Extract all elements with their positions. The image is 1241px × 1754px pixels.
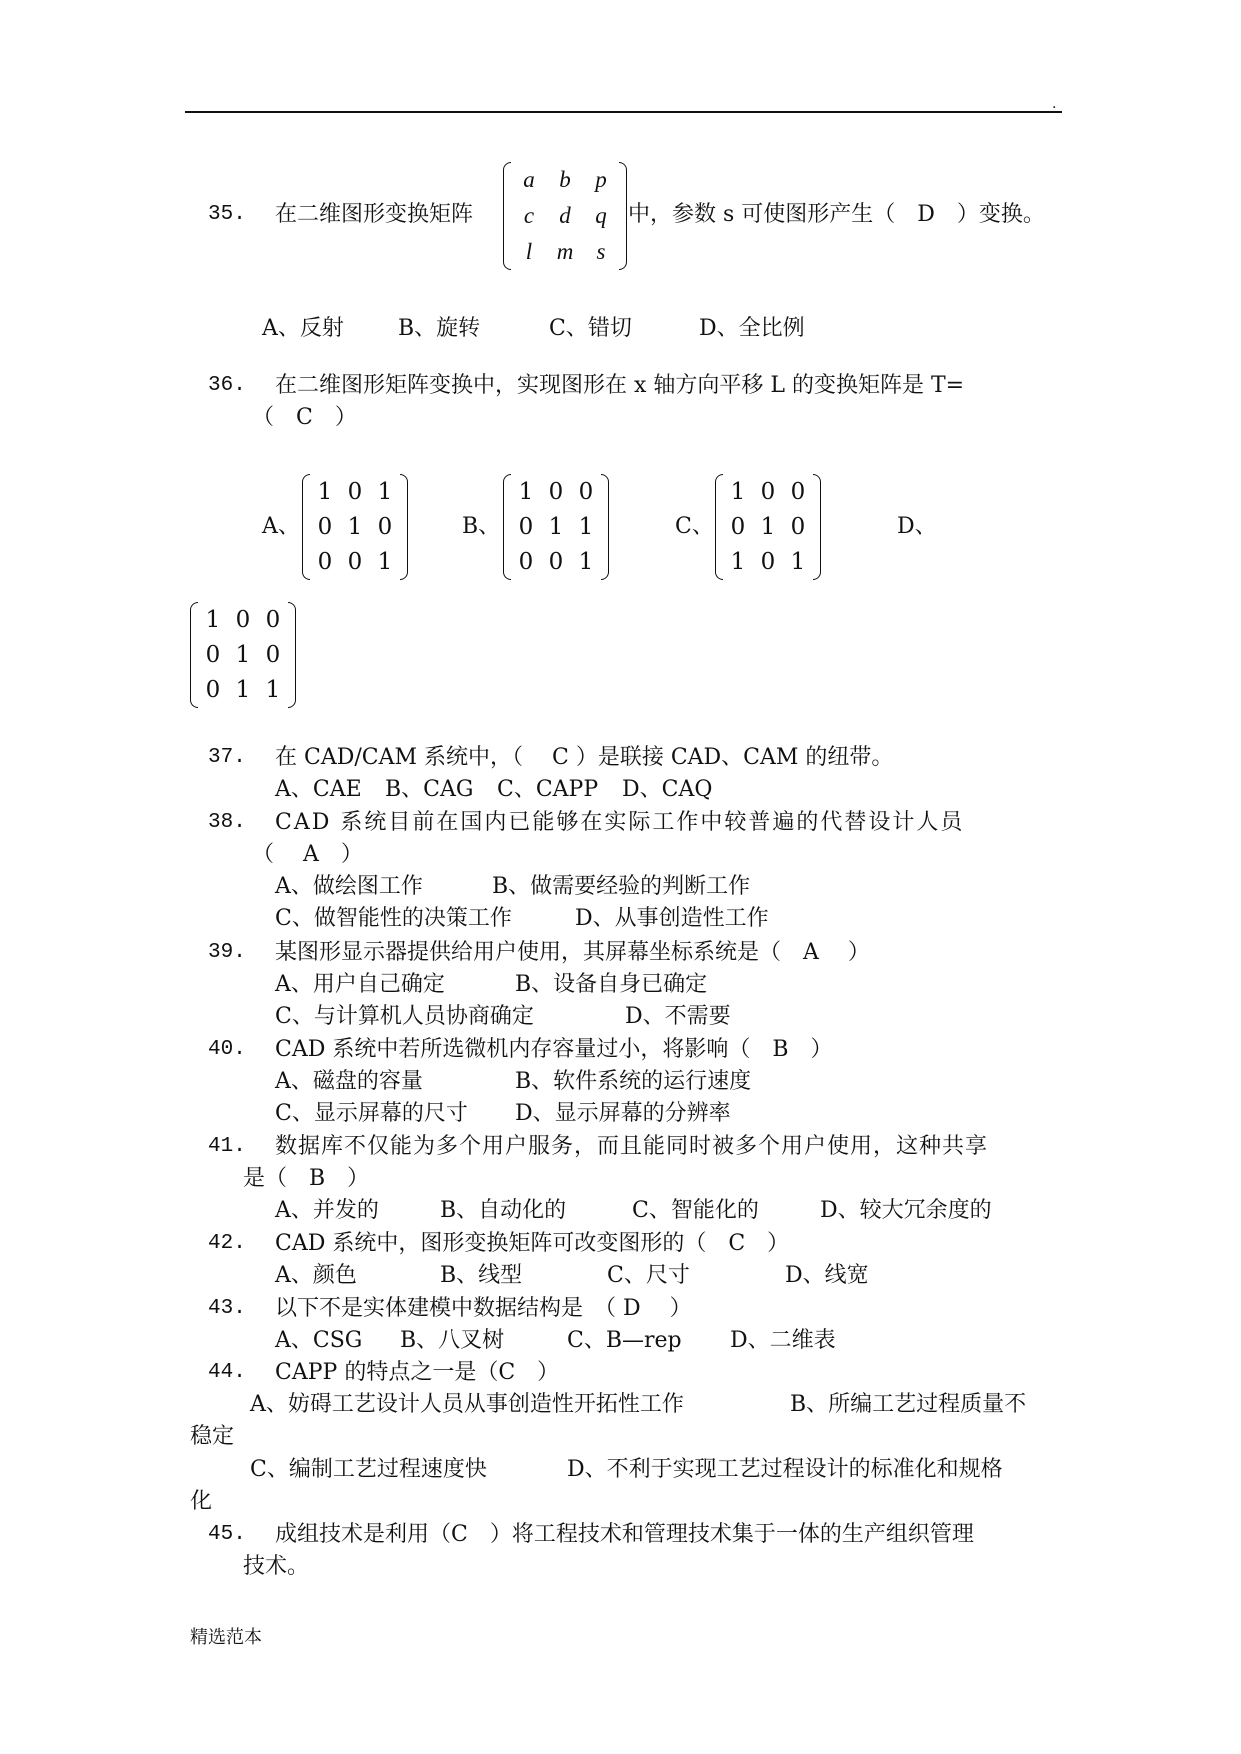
header-rule [185, 111, 1062, 113]
q45-text: 成组技术是利用（C ）将工程技术和管理技术集于一体的生产组织管理 [275, 1522, 974, 1547]
matrix-cell: 0 [578, 478, 594, 505]
q39-text: 某图形显示器提供给用户使用，其屏幕坐标系统是（ A ） [275, 940, 870, 965]
q43-option-a: A、CSG [275, 1328, 363, 1353]
matrix-cell: b [559, 167, 571, 192]
footer-label: 精选范本 [190, 1627, 262, 1648]
q39-option-c: C、与计算机人员协商确定 [275, 1004, 534, 1029]
q38-option-c: C、做智能性的决策工作 [275, 906, 512, 931]
q42-number: 42. [208, 1232, 246, 1255]
q37-option-b: B、CAG [385, 777, 474, 802]
q44-option-d-cont: 化 [190, 1489, 213, 1514]
q41-option-d: D、较大冗余度的 [820, 1198, 992, 1223]
matrix-cell: 1 [317, 478, 333, 505]
matrix-cell: m [556, 239, 574, 264]
matrix-cell: 1 [377, 549, 393, 576]
matrix-cell: 1 [760, 513, 776, 540]
matrix-cell: 0 [265, 606, 281, 633]
q37-option-d: D、CAQ [622, 777, 713, 802]
matrix-cell: 0 [377, 513, 393, 540]
q38-option-d: D、从事创造性工作 [575, 906, 769, 931]
matrix-cell: 1 [347, 513, 363, 540]
q37-text: 在 CAD/CAM 系统中，（ C ）是联接 CAD、CAM 的纽带。 [275, 745, 894, 770]
matrix-cell: 1 [790, 549, 806, 576]
q36-matrix-a [302, 474, 408, 580]
q38-option-a: A、做绘图工作 [275, 874, 423, 899]
q41-text: 数据库不仅能为多个用户服务，而且能同时被多个用户使用，这种共享 [275, 1134, 989, 1159]
matrix-cell: l [525, 239, 533, 264]
q36-text: 在二维图形矩阵变换中，实现图形在 x 轴方向平移 L 的变换矩阵是 T= [275, 373, 965, 398]
matrix-cell: 0 [548, 478, 564, 505]
matrix-cell: 1 [730, 549, 746, 576]
matrix-cell: 1 [518, 478, 534, 505]
matrix-cell: 0 [205, 641, 221, 668]
q44-option-b-cont: 稳定 [190, 1424, 235, 1449]
q41-option-b: B、自动化的 [440, 1198, 567, 1223]
q39-option-d: D、不需要 [625, 1004, 731, 1029]
matrix-cell: 1 [205, 606, 221, 633]
matrix-cell: 1 [265, 677, 281, 704]
matrix-cell: 0 [347, 478, 363, 505]
q37-option-c: C、CAPP [497, 777, 599, 802]
q41-number: 41. [208, 1135, 246, 1158]
matrix-cell: q [595, 203, 607, 228]
matrix-cell: 0 [317, 549, 333, 576]
matrix-cell: 0 [548, 549, 564, 576]
q41-option-a: A、并发的 [275, 1198, 379, 1223]
q35-text-post: 中，参数 s 可使图形产生（ D ）变换。 [628, 202, 1045, 227]
matrix-cell: 0 [235, 606, 251, 633]
matrix-cell: 0 [518, 513, 534, 540]
q35-option-a: A、反射 [262, 316, 344, 341]
q40-text: CAD 系统中若所选微机内存容量过小，将影响（ B ） [275, 1037, 833, 1062]
matrix-cell: 0 [730, 513, 746, 540]
q40-option-b: B、软件系统的运行速度 [515, 1069, 752, 1094]
q40-number: 40. [208, 1038, 246, 1061]
q36-number: 36. [208, 374, 246, 397]
matrix-cell: c [523, 203, 535, 228]
matrix-cell: 0 [760, 478, 776, 505]
matrix-cell: 1 [548, 513, 564, 540]
matrix-cell: s [596, 239, 606, 264]
matrix-cell: 0 [347, 549, 363, 576]
q42-option-c: C、尺寸 [607, 1263, 690, 1288]
matrix-cell: p [595, 167, 607, 192]
q37-option-a: A、CAE [275, 777, 362, 802]
q40-option-d: D、显示屏幕的分辨率 [515, 1101, 731, 1126]
q36-answer: （ C ） [252, 405, 357, 430]
q35-option-b: B、旋转 [398, 316, 481, 341]
q38-number: 38. [208, 811, 246, 834]
q44-option-a: A、妨碍工艺设计人员从事创造性开拓性工作 [250, 1392, 684, 1417]
q35-number: 35. [208, 203, 246, 226]
q41-text-cont: 是（ B ） [243, 1166, 370, 1191]
matrix-cell: 1 [730, 478, 746, 505]
matrix-cell: 0 [790, 513, 806, 540]
matrix-cell: 1 [578, 549, 594, 576]
matrix-cell: 0 [265, 641, 281, 668]
q39-option-a: A、用户自己确定 [275, 972, 445, 997]
q37-number: 37. [208, 746, 246, 769]
matrix-cell: 1 [578, 513, 594, 540]
q36-label-b: B、 [462, 514, 501, 539]
q36-label-d: D、 [897, 514, 937, 539]
q43-option-c: C、B—rep [567, 1328, 682, 1353]
q44-option-c: C、编制工艺过程速度快 [250, 1457, 487, 1482]
q35-matrix-grid [511, 162, 619, 270]
q36-matrix-d [190, 602, 296, 708]
q42-option-b: B、线型 [440, 1263, 523, 1288]
matrix-cell: 0 [317, 513, 333, 540]
header-dot: . [1052, 96, 1057, 112]
q45-text-cont: 技术。 [243, 1554, 310, 1579]
matrix-cell: 0 [518, 549, 534, 576]
q42-text: CAD 系统中，图形变换矩阵可改变图形的（ C ） [275, 1231, 790, 1256]
matrix-cell: 0 [205, 677, 221, 704]
q42-option-d: D、线宽 [785, 1263, 869, 1288]
q43-option-d: D、二维表 [730, 1328, 836, 1353]
matrix-cell: 1 [235, 641, 251, 668]
q44-text: CAPP 的特点之一是（C ） [275, 1360, 560, 1385]
q42-option-a: A、颜色 [275, 1263, 357, 1288]
q39-number: 39. [208, 941, 246, 964]
q41-option-c: C、智能化的 [632, 1198, 759, 1223]
matrix-cell: 1 [235, 677, 251, 704]
q43-number: 43. [208, 1297, 246, 1320]
q44-option-d: D、不利于实现工艺过程设计的标准化和规格 [567, 1457, 1003, 1482]
q44-option-b: B、所编工艺过程质量不 [790, 1392, 1027, 1417]
q43-option-b: B、八叉树 [400, 1328, 505, 1353]
matrix-cell: 1 [377, 478, 393, 505]
q35-matrix [503, 162, 627, 270]
q36-matrix-b [503, 474, 609, 580]
q40-option-a: A、磁盘的容量 [275, 1069, 423, 1094]
q39-option-b: B、设备自身已确定 [515, 972, 708, 997]
q43-text: 以下不是实体建模中数据结构是 （ D ） [275, 1296, 692, 1321]
q36-label-a: A、 [262, 514, 300, 539]
q40-option-c: C、显示屏幕的尺寸 [275, 1101, 468, 1126]
q36-matrix-c [715, 474, 821, 580]
matrix-cell: d [559, 203, 571, 228]
q38-text: CAD 系统目前在国内已能够在实际工作中较普遍的代替设计人员 [275, 810, 965, 835]
q35-option-d: D、全比例 [699, 316, 805, 341]
matrix-cell: 0 [790, 478, 806, 505]
q44-number: 44. [208, 1361, 246, 1384]
matrix-cell: a [523, 167, 535, 192]
q35-text-pre: 在二维图形变换矩阵 [275, 202, 474, 227]
q36-label-c: C、 [675, 514, 714, 539]
matrix-cell: 0 [760, 549, 776, 576]
q45-number: 45. [208, 1523, 246, 1546]
q38-answer: （ A ） [252, 842, 363, 867]
q38-option-b: B、做需要经验的判断工作 [492, 874, 751, 899]
q35-option-c: C、错切 [549, 316, 632, 341]
